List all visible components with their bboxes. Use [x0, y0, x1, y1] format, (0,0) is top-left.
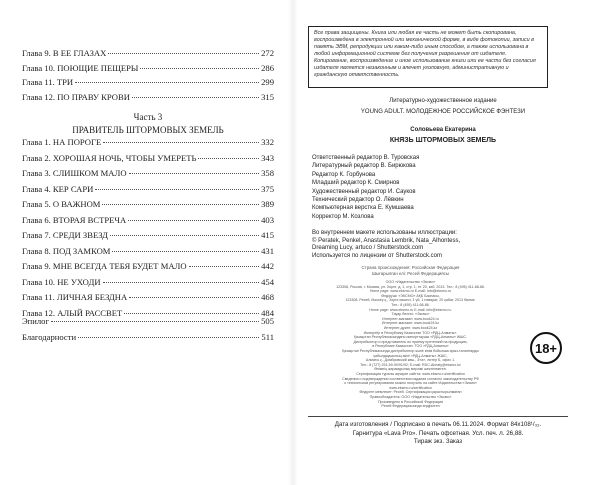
toc-entry-title: Глава 6. ВТОРАЯ ВСТРЕЧА — [22, 214, 127, 225]
pub-line: о техническом регулировании можно получить на сайте Издательства «Эксмо» — [344, 381, 477, 386]
toc-leader-dots — [103, 142, 259, 143]
toc-entry — [22, 184, 274, 198]
pub-line: Дистрибьютор и представитель по приему претензий на продукцию, — [353, 339, 468, 344]
toc-entry — [22, 92, 274, 106]
toc-entry-title: Глава 4. КЕР САРИ — [22, 183, 94, 194]
toc-entry-title: Глава 11. ЛИЧНАЯ БЕЗДНА — [22, 292, 128, 302]
illus-line: Используется по лицензии от Shutterstock.com — [312, 252, 442, 259]
toc-entry-page: 272 — [261, 48, 274, 58]
part-number: Часть 3 — [133, 112, 163, 122]
toc-leader-dots — [198, 158, 259, 159]
toc-leader-dots — [128, 220, 259, 221]
pub-line: 123308, Россия, г. Москва, ул. Зорге, д. 1, стр. 1, эт. 20, каб. 2013. Тел.: 8 (495) 411-68-86. — [336, 284, 485, 289]
pub-line: www.eksmo.ru/certification — [389, 385, 432, 390]
toc-entry-title: Глава 8. ПОД ЗАМКОМ — [22, 245, 111, 256]
imprint-line: Дата изготовления / Подписано в печать 06.11.2024. Формат 84x108¹/₃₂. — [334, 421, 542, 428]
toc-entry — [22, 63, 274, 77]
author-name: Соловьева Екатерина — [410, 127, 476, 133]
pub-line: в Республике Казахстан: ТОО «РДЦ-Алматы» — [372, 344, 449, 349]
pub-line: Импортёр в Республику Казахстан ТОО «РДЦ-Алматы». — [363, 330, 458, 335]
toc-entry-title: Глава 1. НА ПОРОГЕ — [22, 137, 102, 147]
pub-line: ООО «Издательство «Эксмо» — [385, 280, 436, 284]
toc-entry — [22, 48, 274, 62]
imprint-page — [308, 26, 578, 466]
toc-leader-dots — [102, 204, 259, 205]
illus-line: © Peratek, Penkel, Anastasia Lembrik, Nata_Alhontess, — [312, 237, 461, 244]
pub-line: Қазақстан Республикасында дистрибьютор және өнім бойынша арыз-талаптарды — [342, 349, 479, 353]
credits-line: Технический редактор О. Лёвкин — [312, 197, 404, 203]
toc-entry-title: Глава 10. НЕ УХОДИ — [22, 276, 101, 287]
toc-entry — [22, 153, 274, 167]
toc-entry-title: Благодарности — [22, 331, 77, 342]
credits-line: Компьютерная верстка Е. Кумшаева — [312, 205, 414, 212]
age-rating-badge: 18+ — [530, 332, 562, 364]
toc-leader-dots — [103, 282, 260, 283]
book-title: КНЯЗЬ ШТОРМОВЫХ ЗЕМЕЛЬ — [389, 137, 497, 144]
toc-entry-title: Глава 11. ТРИ — [22, 77, 74, 87]
pub-line: Өндірген мемлекет: Ресей. Сертификация қарастырылмаған — [359, 390, 462, 395]
toc-entry — [22, 246, 274, 260]
credits-line: Ответственный редактор В. Туровская — [312, 155, 420, 161]
pub-line: 123308, Ресей, Мәскеу қ., Зорге көшесі, 1 үй, 1 ғимарат, 20 қабат, 2013 бөлме. — [345, 298, 476, 303]
toc-entry-page: 431 — [261, 245, 274, 256]
series-name: YOUNG ADULT. МОЛОДЕЖНОЕ РОССИЙСКОЕ ФЭНТЕЗИ — [360, 109, 526, 115]
toc-entry — [22, 261, 274, 275]
pub-line: Home page: www.eksmo.ru E-mail: info@eksmo.ru — [369, 289, 452, 294]
toc-entry-page: 442 — [261, 261, 274, 271]
pub-line: Тел.: 8 (495) 411-68-86. — [391, 303, 430, 307]
pub-line: Интернет-магазин: www.book24.ru — [382, 316, 439, 321]
toc-entry-title: Глава 3. СЛИШКОМ МАЛО — [22, 168, 127, 178]
toc-entry — [22, 137, 274, 151]
page-gutter — [288, 0, 298, 485]
pub-line: Сведения о подтверждении соответствия издания согласно законодательству РФ — [342, 376, 479, 381]
toc-leader-dots — [51, 321, 259, 322]
toc-leader-dots — [78, 337, 259, 338]
pub-line: Өнімнің жарамдылық мерзімі шектелмеген. — [374, 367, 447, 372]
contents-page — [22, 26, 274, 466]
pub-line: қабылдаушының өкілі «РДЦ-Алматы» ЖШС, — [373, 353, 448, 358]
toc-entry — [22, 332, 274, 346]
toc-entry — [22, 292, 274, 306]
copyright-notice: Все права защищены. Книга или любая ее часть не может быть скопирована, воспроизведена в электронной или механической форме, в виде фотокопии, записи в память ЭВМ, репродукции или каким-либо иным способом, а также использована в любой информационной системе без получения разрешения от издателя. Копирование, воспроизведение и иное использование книги или ее части без согласия издателя является незаконным и влечет уголовную, административную и гражданскую ответственность. — [308, 26, 548, 88]
pub-line: Сертификация туралы ақпарат сайтта: www.eksmo.ru/certification — [356, 372, 465, 376]
toc-entry-title: Глава 12. ПО ПРАВУ КРОВИ — [22, 91, 130, 102]
credits-line: Художественный редактор И. Сауков — [312, 188, 416, 195]
toc-leader-dots — [124, 313, 259, 314]
pub-line: Тауар белгісі: «Эксмо» — [391, 312, 430, 317]
toc-entry-page: 484 — [261, 307, 274, 318]
toc-entry-page: 286 — [261, 62, 274, 73]
toc-entry-page: 375 — [261, 183, 274, 194]
pub-line: Правообладатель: ООО «Издательство «Эксмо» — [369, 395, 452, 399]
toc-entry-title: Глава 10. ПОЮЩИЕ ПЕЩЕРЫ — [22, 62, 139, 73]
toc-entry — [22, 215, 274, 229]
toc-entry-title: Глава 5. О ВАЖНОМ — [22, 199, 101, 209]
toc-entry-page: 415 — [261, 230, 274, 240]
pub-line: Тел.: 8 (727) 251-59-90/91/92; E-mail: RDC-Almaty@eksmo.kz — [360, 362, 461, 367]
pub-line: Өндіруші: «ЭКСМО» АҚБ Баспасы, — [381, 293, 440, 298]
pub-line: Алматы қ., Домбровский көш., 3«а», литер Б, офис 1. — [365, 358, 456, 363]
part-title: ПРАВИТЕЛЬ ШТОРМОВЫХ ЗЕМЕЛЬ — [72, 125, 224, 135]
credits-line: Корректор М. Козлова — [312, 213, 374, 220]
pub-line: Ресей Федерациясында өндірілген — [381, 404, 440, 409]
toc-entry — [22, 168, 274, 182]
toc-entry-title: Глава 9. МНЕ ВСЕГДА ТЕБЯ БУДЕТ МАЛО — [22, 261, 187, 271]
illus-line: Во внутреннем макете использованы иллюстрации: — [312, 230, 457, 236]
toc-entry-page: 505 — [261, 316, 274, 326]
toc-leader-dots — [132, 97, 259, 98]
toc-entry-page: 468 — [261, 292, 274, 302]
illus-line: Dreaming Lucy, artuco / Shutterstock.com — [312, 245, 424, 252]
pub-line: Интернет-дүкен: www.book24.kz — [383, 326, 438, 330]
toc-entry-page: 511 — [261, 331, 274, 342]
pub-line: Интернет-магазин: www.book24.kz — [381, 321, 440, 326]
imprint-line: Тираж экз. Заказ — [413, 438, 463, 446]
toc-leader-dots — [129, 173, 260, 174]
toc-entry-title: Глава 2. ХОРОШАЯ НОЧЬ, ЧТОБЫ УМЕРЕТЬ — [22, 152, 197, 163]
toc-entry — [22, 277, 274, 291]
toc-entry-page: 358 — [261, 168, 274, 178]
edition-type: Литературно-художественное издание — [389, 98, 497, 104]
toc-leader-dots — [108, 53, 259, 54]
toc-entry-page: 315 — [261, 91, 274, 102]
toc-entry — [22, 77, 274, 91]
credits-line: Литературный редактор В. Бирюкова — [312, 163, 416, 170]
imprint-divider — [308, 416, 568, 417]
toc-entry-page: 343 — [261, 152, 274, 163]
toc-entry-title: Глава 9. В ЕЕ ГЛАЗАХ — [22, 48, 107, 58]
toc-entry-title: Эпилог — [22, 316, 49, 326]
toc-entry — [22, 199, 274, 213]
credits-line: Редактор К. Горбунова — [312, 171, 376, 178]
toc-leader-dots — [75, 82, 259, 83]
toc-entry — [22, 316, 274, 330]
toc-entry — [22, 230, 274, 244]
toc-entry-page: 454 — [261, 276, 274, 287]
toc-entry-title: Глава 7. СРЕДИ ЗВЕЗД — [22, 230, 108, 240]
country-line: Страна происхождения: Российская Федерация — [361, 265, 460, 270]
toc-entry-page: 389 — [261, 199, 274, 209]
toc-leader-dots — [112, 251, 259, 252]
pub-line: Home page: www.eksmo.ru E-mail: info@eksmo.ru. — [369, 307, 452, 312]
toc-entry-page: 403 — [261, 214, 274, 225]
toc-leader-dots — [140, 68, 259, 69]
pub-line: Қазақстан Республикасындағы импорттаушы «РДЦ-Алматы» ЖШС. — [353, 335, 468, 340]
toc-leader-dots — [95, 189, 259, 190]
country-line: Шығарылған елі: Ресей Федерациясы — [371, 271, 450, 277]
toc-leader-dots — [189, 266, 260, 267]
toc-entry-page: 299 — [261, 77, 274, 87]
imprint-line: Гарнитура «Lava Pro». Печать офсетная. Усл. печ. л. 26,88. — [352, 429, 524, 437]
toc-leader-dots — [110, 235, 259, 236]
toc-entry-page: 332 — [261, 137, 274, 147]
toc-entry-title: Глава 12. АЛЫЙ РАССВЕТ — [22, 307, 123, 318]
toc-leader-dots — [129, 297, 259, 298]
pub-line: Произведено в Российской Федерации — [377, 399, 444, 404]
credits-line: Младший редактор К. Смирнов — [312, 180, 400, 187]
